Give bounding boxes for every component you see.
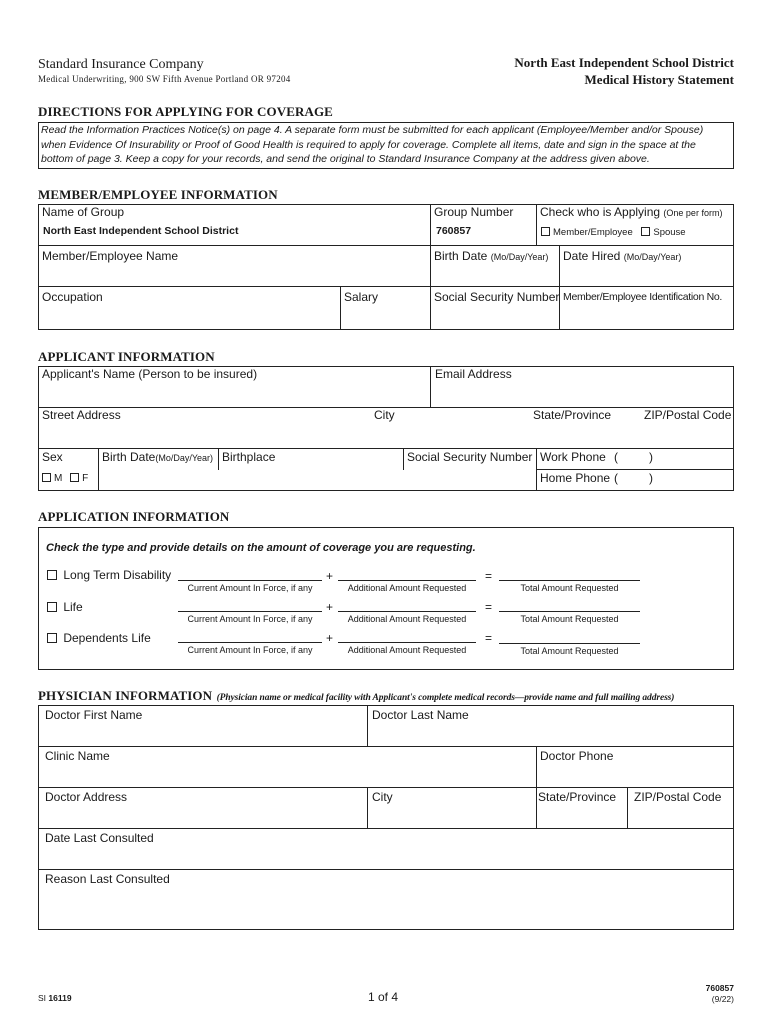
sex-m-label: M (54, 473, 63, 484)
doctor-first-name-label: Doctor First Name (45, 708, 143, 722)
ltd-checkbox[interactable] (47, 570, 57, 580)
life-label: Life (63, 600, 83, 614)
work-phone-paren-close: ) (649, 450, 653, 464)
state-province-label: State/Province (533, 408, 612, 422)
name-of-group-label: Name of Group (42, 205, 125, 219)
member-employee-option-label: Member/Employee (553, 227, 633, 238)
company-name: Standard Insurance Company (38, 57, 204, 72)
dependents-current-field[interactable] (178, 642, 322, 643)
footer-revision: (9/22) (711, 994, 734, 1004)
applicant-name-label: Applicant's Name (Person to be insured) (42, 367, 258, 381)
email-label: Email Address (435, 367, 512, 381)
form-id-prefix: SI (38, 993, 47, 1003)
physician-heading-note: (Physician name or medical facility with Applicant's complete medical records—provide name and full mailing address) (216, 693, 675, 703)
life-checkbox[interactable] (47, 602, 57, 612)
clinic-name-label: Clinic Name (45, 749, 110, 763)
doctor-phone-label: Doctor Phone (540, 749, 614, 763)
coverage-type-life (47, 600, 83, 614)
spouse-option-label: Spouse (653, 227, 686, 238)
directions-heading: DIRECTIONS FOR APPLYING FOR COVERAGE (38, 104, 333, 119)
group-number-label: Group Number (434, 205, 514, 219)
life-total-field[interactable] (499, 611, 640, 612)
doctor-address-label: Doctor Address (45, 790, 128, 804)
form-id (38, 993, 72, 1003)
additional-caption: Additional Amount Requested (347, 614, 467, 624)
applicant-birth-date-label (102, 450, 213, 464)
member-box (38, 204, 734, 330)
reason-last-consulted-label: Reason Last Consulted (45, 872, 170, 886)
physician-heading: PHYSICIAN INFORMATION (38, 688, 213, 703)
member-name-label: Member/Employee Name (42, 249, 179, 263)
doctor-city-label: City (372, 790, 393, 804)
equals-sign: = (485, 631, 493, 645)
current-caption: Current Amount In Force, if any (187, 614, 313, 624)
life-additional-field[interactable] (338, 611, 476, 612)
check-who-applying-label (540, 205, 722, 219)
applicant-box (38, 366, 734, 491)
doctor-state-label: State/Province (538, 790, 617, 804)
member-employee-checkbox[interactable] (541, 227, 550, 236)
total-caption: Total Amount Requested (520, 614, 619, 624)
current-caption: Current Amount In Force, if any (187, 583, 313, 593)
birth-date-text: Birth Date (102, 450, 156, 464)
equals-sign: = (485, 600, 493, 614)
directions-text (41, 123, 703, 167)
applicant-type-options (541, 227, 686, 238)
doctor-last-name-label: Doctor Last Name (372, 708, 469, 722)
directions-line: bottom of page 3. Keep a copy for your records, and send the original to Standard Insurance Company at the address given above. (41, 153, 650, 165)
dependents-additional-field[interactable] (338, 642, 476, 643)
applicant-ssn-label: Social Security Number (407, 450, 533, 464)
member-heading: MEMBER/EMPLOYEE INFORMATION (38, 187, 278, 202)
date-hired-note: (Mo/Day/Year) (623, 252, 682, 262)
life-current-field[interactable] (178, 611, 322, 612)
date-last-consulted-label: Date Last Consulted (45, 831, 154, 845)
home-phone-label: Home Phone (540, 471, 611, 485)
sex-m-checkbox[interactable] (42, 473, 51, 482)
zip-label: ZIP/Postal Code (644, 408, 732, 422)
additional-caption: Additional Amount Requested (347, 583, 467, 593)
city-label: City (374, 408, 395, 422)
work-phone-label: Work Phone (540, 450, 606, 464)
dependents-life-checkbox[interactable] (47, 633, 57, 643)
applicant-heading: APPLICANT INFORMATION (38, 349, 215, 364)
total-caption: Total Amount Requested (520, 646, 619, 656)
birth-date-note: (Mo/Day/Year) (490, 252, 549, 262)
check-who-text: Check who is Applying (540, 205, 661, 219)
doctor-zip-label: ZIP/Postal Code (634, 790, 722, 804)
page-number: 1 of 4 (368, 990, 399, 1004)
dependents-life-label: Dependents Life (63, 631, 151, 645)
member-id-label: Member/Employee Identification No. (563, 291, 723, 303)
district-name: North East Independent School District (514, 55, 734, 70)
coverage-type-dependents-life (47, 631, 151, 645)
application-heading: APPLICATION INFORMATION (38, 509, 230, 524)
work-phone-paren-open: ( (614, 450, 618, 464)
current-caption: Current Amount In Force, if any (187, 645, 313, 655)
plus-sign: + (326, 569, 334, 583)
name-of-group-value[interactable]: North East Independent School District (43, 225, 239, 237)
ltd-total-field[interactable] (499, 580, 640, 581)
spouse-checkbox[interactable] (641, 227, 650, 236)
ltd-current-field[interactable] (178, 580, 322, 581)
total-caption: Total Amount Requested (520, 583, 619, 593)
sex-label: Sex (42, 450, 63, 464)
ltd-label: Long Term Disability (63, 568, 172, 582)
member-ssn-label: Social Security Number (434, 290, 560, 304)
occupation-label: Occupation (42, 290, 103, 304)
sex-f-checkbox[interactable] (70, 473, 79, 482)
application-instruction: Check the type and provide details on the amount of coverage you are requesting. (46, 542, 476, 554)
birthplace-label: Birthplace (222, 450, 276, 464)
company-address: Medical Underwriting, 900 SW Fifth Avenue Portland OR 97204 (38, 74, 291, 84)
additional-caption: Additional Amount Requested (347, 645, 467, 655)
form-id-number: 16119 (48, 993, 72, 1003)
plus-sign: + (326, 600, 334, 614)
ltd-additional-field[interactable] (338, 580, 476, 581)
directions-line: Read the Information Practices Notice(s) on page 4. A separate form must be submitted for each applicant (Employee/Member and/or Spouse) (41, 124, 704, 136)
coverage-type-ltd (47, 568, 171, 582)
sex-f-label: F (82, 473, 89, 484)
birth-date-note: (Mo/Day/Year) (155, 453, 214, 463)
plus-sign: + (326, 631, 334, 645)
equals-sign: = (485, 569, 493, 583)
directions-line: when Evidence Of Insurability or Proof of Good Health is required to apply for coverage. Complete all items, date and sign in the space at the (41, 138, 696, 151)
dependents-total-field[interactable] (499, 643, 640, 644)
physician-box (38, 705, 734, 930)
home-phone-paren-close: ) (649, 471, 653, 485)
member-birth-date-label (434, 249, 548, 263)
footer-group-number: 760857 (705, 983, 734, 993)
street-address-label: Street Address (42, 408, 121, 422)
birth-date-text: Birth Date (434, 249, 488, 263)
group-number-value[interactable]: 760857 (436, 225, 472, 237)
home-phone-paren-open: ( (614, 471, 618, 485)
date-hired-label (563, 249, 681, 263)
form-title: Medical History Statement (584, 72, 734, 87)
salary-label: Salary (344, 290, 379, 304)
sex-options (42, 473, 88, 484)
physician-heading-row (38, 687, 674, 705)
check-who-note: (One per form) (663, 208, 723, 218)
date-hired-text: Date Hired (563, 249, 621, 263)
